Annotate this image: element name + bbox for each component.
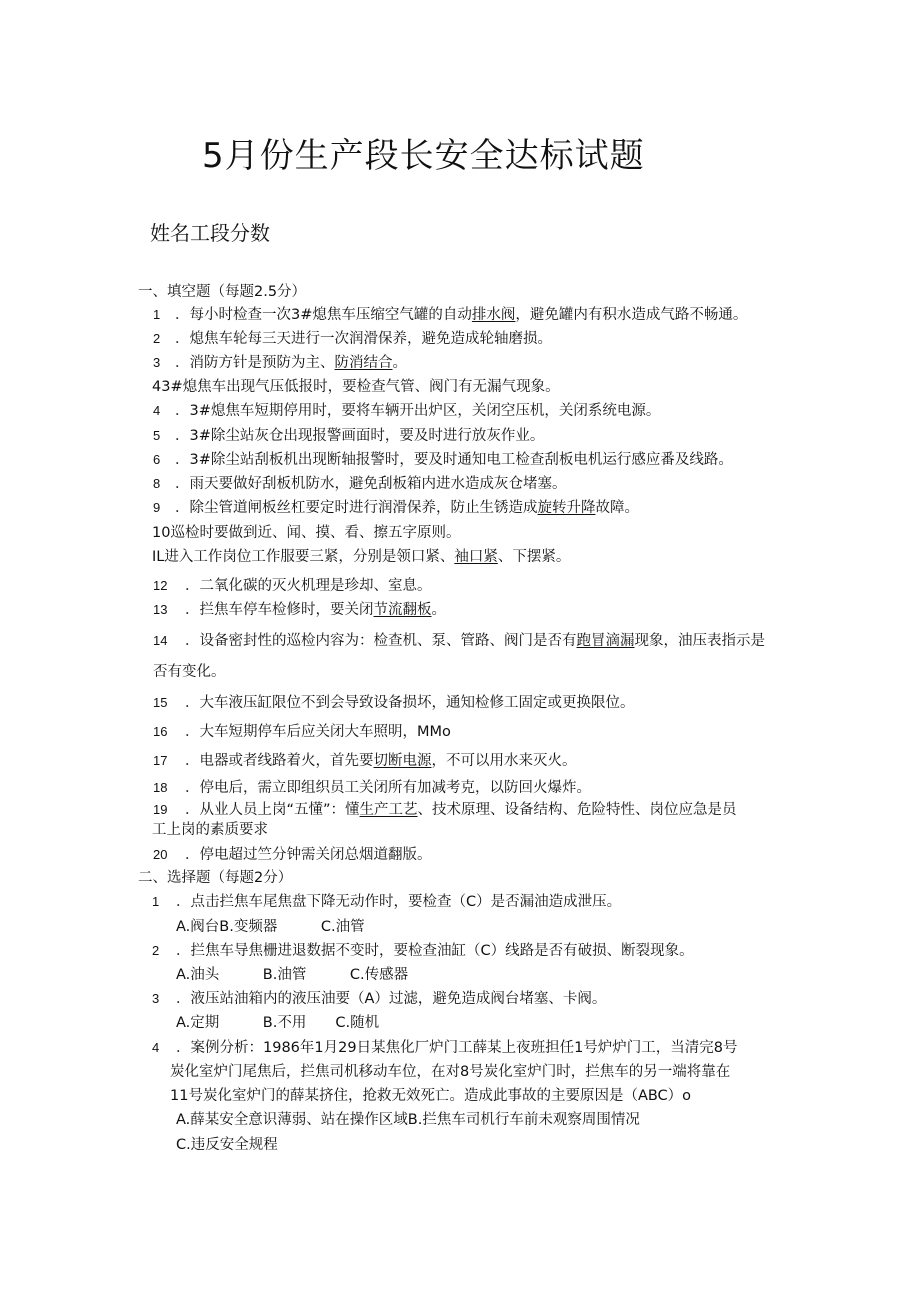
fill-blank-item (153, 800, 737, 820)
fill-blank-item (153, 722, 451, 742)
question-text: ．点击拦焦车尾焦盘下降无动作时，要检查（C）是否漏油造成泄压。 (176, 894, 622, 910)
question-text: ．雨天要做好刮板机防水，避免刮板箱内进水造成灰仓堵塞。 (175, 476, 567, 492)
question-number: 5 (153, 428, 161, 443)
question-text: ．液压站油箱内的液压油要（A）过滤，避免造成阀台堵塞、卡阀。 (176, 991, 607, 1007)
choice-question (152, 989, 606, 1009)
question-text: ．停电后，需立即组织员工关闭所有加减考克，以防回火爆炸。 (185, 780, 591, 796)
question-number: 1 (153, 307, 161, 322)
question-text: ．拦焦车导焦栅进退数据不变时，要检查油缸（C）线路是否有破损、断裂现象。 (176, 943, 694, 959)
question-text: 工上岗的素质要求 (152, 822, 268, 838)
question-number: 16 (153, 724, 168, 739)
fill-blank-item (153, 662, 226, 682)
question-text: ，避免罐内有积水造成气路不畅通。 (515, 307, 748, 323)
question-text: 炭化室炉门尾焦后，拦焦司机移动车位，在对8号炭化室炉门时，拦焦车的另一端将靠在 (170, 1064, 731, 1080)
question-text: ．3#熄焦车短期停用时，要将车辆开出炉区，关闭空压机，关闭系统电源。 (175, 403, 661, 419)
choice-options (176, 1135, 278, 1155)
question-text: ．3#除尘站灰仓出现报警画面时，要及时进行放灰作业。 (175, 428, 545, 444)
answer-blank: 袖口紧 (454, 549, 498, 565)
question-text: 10巡检时要做到近、闻、摸、看、擦五字原则。 (152, 525, 461, 541)
choice-options (170, 1086, 691, 1106)
answer-blank: 跑冒滴漏 (576, 633, 635, 649)
question-number: 20 (153, 847, 168, 862)
answer-blank: 节流翻板 (373, 602, 432, 618)
question-text: 故障。 (595, 500, 639, 516)
choice-options (176, 1110, 640, 1130)
question-text: ．大车液压缸限位不到会导致设备损坏，通知检修工固定或更换限位。 (185, 695, 635, 711)
fill-blank-item (153, 426, 544, 446)
question-text: C.违反安全规程 (176, 1137, 278, 1153)
choice-options (176, 1013, 379, 1033)
fill-blank-item (153, 631, 765, 651)
fill-blank-item (153, 576, 432, 596)
question-text: A.薛某安全意识薄弱、站在操作区域B.拦焦车司机行车前未观察周围情况 (176, 1112, 640, 1128)
question-number: 19 (153, 802, 168, 817)
question-number: 1 (152, 894, 160, 909)
choice-options (176, 917, 365, 937)
question-text: 现象，油压表指示是 (634, 633, 765, 649)
fill-blank-item (153, 693, 635, 713)
question-number: 13 (153, 602, 168, 617)
fill-blank-item (153, 353, 407, 373)
question-text: A.油头 B.油管 C.传感器 (176, 967, 409, 983)
question-text: ，不可以用水来灭火。 (431, 753, 577, 769)
answer-blank: 排水阀 (471, 307, 516, 323)
question-number: 14 (153, 633, 168, 648)
question-text: ．设备密封性的巡检内容为：检查机、泵、管路、阀门是否有 (185, 633, 577, 649)
question-text: 。 (431, 602, 446, 618)
choice-options (176, 965, 408, 985)
section-heading-fill-blank: 一、填空题（每题2.5分） (138, 284, 307, 300)
question-number: 15 (153, 695, 168, 710)
question-text: A.阀台B.变频器 C.油管 (176, 919, 365, 935)
question-text: 、技术原理、设备结构、危险特性、岗位应急是员 (417, 802, 737, 818)
question-text: 。 (392, 355, 407, 371)
question-text: ．3#除尘站刮板机出现断轴报警时，要及时通知电工检查刮板电机运行感应番及线路。 (175, 452, 733, 468)
answer-blank: 旋转升降 (537, 500, 596, 516)
question-number: 3 (153, 355, 161, 370)
question-number: 8 (153, 476, 161, 491)
fill-blank-item (153, 498, 639, 518)
question-number: 3 (152, 991, 160, 1006)
fill-blank-item (153, 329, 552, 349)
fill-blank-item (153, 305, 747, 325)
answer-blank: 切断电源 (373, 753, 432, 769)
question-text: 否有变化。 (153, 664, 226, 680)
question-text: 11号炭化室炉门的薛某挤住，抢救无效死亡。造成此事故的主要原因是（ABC）o (170, 1088, 692, 1104)
fill-blank-item (153, 401, 660, 421)
choice-options (170, 1062, 730, 1082)
question-text: ．案例分析：1986年1月29日某焦化厂炉门工薛某上夜班担任1号炉炉门工，当清完8号 (176, 1040, 738, 1056)
question-number: 9 (153, 500, 161, 515)
choice-question (152, 1038, 738, 1058)
fill-blank-item (152, 820, 268, 840)
page-title: 5月份生产段长安全达标试题 (202, 136, 645, 176)
question-text: ．拦焦车停车检修时，要关闭 (185, 602, 374, 618)
question-number: 2 (153, 331, 161, 346)
question-text: ．电器或者线路着火，首先要 (185, 753, 374, 769)
answer-blank: 防消结合 (334, 355, 393, 371)
question-number: 4 (152, 1040, 160, 1055)
choice-question (152, 892, 621, 912)
question-number: 4 (153, 403, 161, 418)
question-number: 18 (153, 780, 168, 795)
fill-blank-item (153, 474, 567, 494)
fill-blank-item (153, 751, 577, 771)
choice-question (152, 941, 694, 961)
fill-blank-item (152, 523, 460, 543)
question-text: IL进入工作岗位工作服要三紧，分别是领口紧、 (152, 549, 455, 565)
question-text: ．大车短期停车后应关闭大车照明，MMo (185, 724, 451, 740)
question-text: 43#熄焦车出现气压低报时，要检查气管、阀门有无漏气现象。 (152, 379, 560, 395)
question-text: ．除尘管道闸板丝杠要定时进行润滑保养，防止生锈造成 (175, 500, 538, 516)
question-text: A.定期 B.不用 C.随机 (176, 1015, 380, 1031)
question-text: ．停电超过竺分钟需关闭总烟道翻版。 (185, 847, 432, 863)
question-number: 6 (153, 452, 161, 467)
section-heading-multiple-choice: 二、选择题（每题2分） (138, 870, 293, 886)
fill-blank-item (152, 547, 570, 567)
question-text: ．消防方针是预防为主、 (175, 355, 335, 371)
answer-blank: 生产工艺 (359, 802, 418, 818)
fill-blank-item (153, 450, 733, 470)
header-fields: 姓名工段分数 (150, 221, 270, 245)
question-text: ．从业人员上岗“五懂”：懂 (185, 802, 360, 818)
question-text: ．二氧化碳的灭火机理是珍却、室息。 (185, 578, 432, 594)
fill-blank-item (153, 600, 446, 620)
fill-blank-item (152, 377, 560, 397)
question-number: 12 (153, 578, 168, 593)
fill-blank-item (153, 845, 432, 865)
question-number: 17 (153, 753, 168, 768)
question-text: ．熄焦车轮每三天进行一次润滑保养，避免造成轮轴磨损。 (175, 331, 552, 347)
question-text: 、下摆紧。 (497, 549, 571, 565)
fill-blank-item (153, 778, 591, 798)
question-number: 2 (152, 943, 160, 958)
question-text: ．每小时检查一次3#熄焦车压缩空气罐的自动 (175, 307, 472, 323)
